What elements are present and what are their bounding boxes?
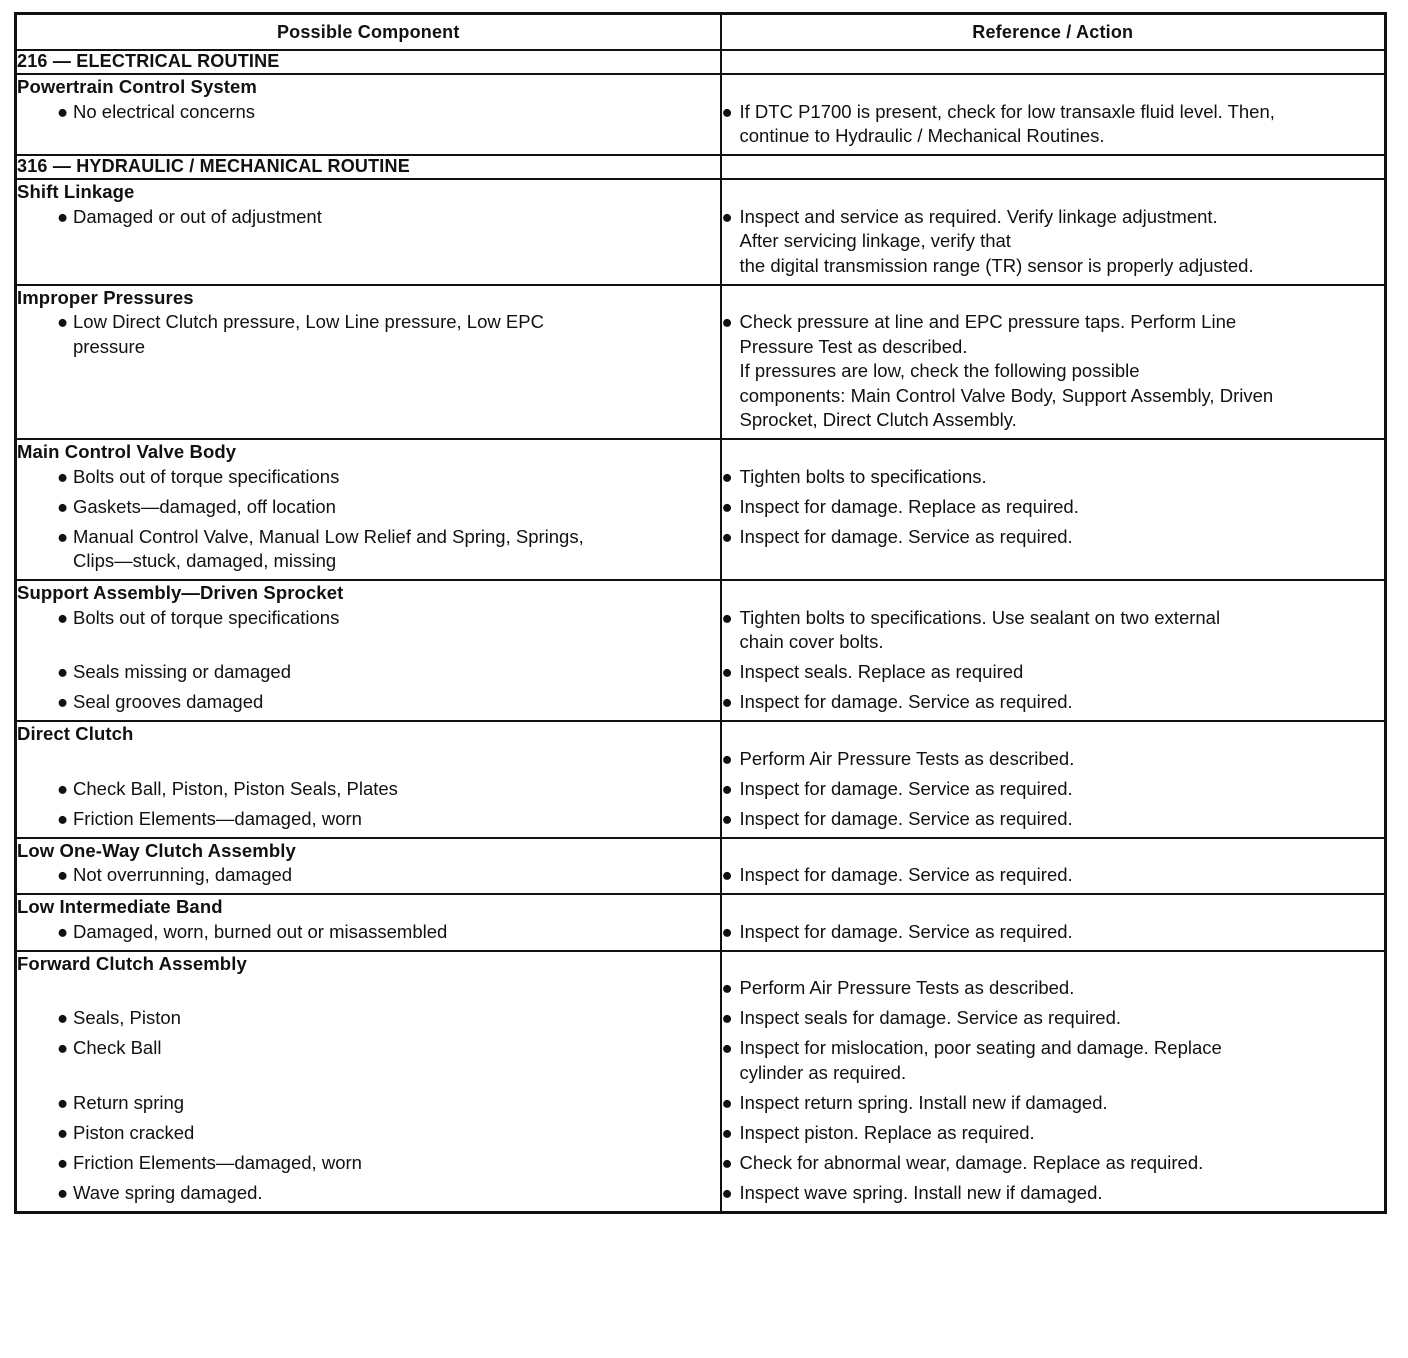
action-item [722,1121,1385,1146]
bullet-icon: ● [721,747,733,769]
bullet-icon: ● [57,311,69,332]
action-spacer [722,549,1385,574]
diagnosis-page [14,12,1384,1214]
component-group-row [16,580,1386,721]
component-cell [16,838,721,895]
action-cell [721,74,1386,155]
action-text: Inspect and service as required. Verify linkage adjustment. [739,205,1218,227]
action-cell [721,721,1386,838]
action-item-wrap [722,777,1385,802]
component-group-title: Shift Linkage [17,181,135,202]
component-group-title: Main Control Valve Body [17,441,237,462]
action-spacer [722,75,1385,100]
bullet-icon: ● [721,977,733,998]
bullet-icon: ● [57,606,69,628]
bullet-icon: ● [57,807,69,829]
action-item [722,310,1385,433]
action-item-wrap [722,495,1385,520]
action-spacer [722,180,1385,205]
table-header-row [16,14,1386,51]
component-item-wrap [17,660,720,685]
action-cell [721,894,1386,951]
component-text: pressure [73,335,145,357]
action-item [722,1036,1385,1085]
action-text: Inspect seals for damage. Service as required. [739,1007,1121,1028]
bullet-icon: ● [57,525,69,547]
action-item-wrap [722,465,1385,490]
component-text: Gaskets—damaged, off location [73,495,336,517]
action-item-wrap [722,1181,1385,1206]
bullet-icon: ● [721,1121,733,1143]
bullet-icon: ● [57,864,69,885]
component-item [17,1181,720,1206]
diagnosis-table [14,12,1387,1214]
action-item-wrap [722,100,1385,149]
component-item-wrap [17,495,720,520]
component-cell [16,580,721,721]
component-text: Seals missing or damaged [73,661,291,682]
action-item [722,1151,1385,1176]
action-item-wrap [722,807,1385,832]
component-item-wrap [17,100,720,149]
component-cell [16,439,721,580]
action-item [722,777,1385,802]
bullet-icon: ● [721,525,733,547]
action-item-wrap [722,690,1385,715]
component-item [17,495,720,520]
component-item [17,205,720,230]
action-text: Tighten bolts to specifications. [739,465,987,487]
component-text: Low Direct Clutch pressure, Low Line pressure, Low EPC [73,311,544,332]
component-item [17,690,720,715]
action-text: components: Main Control Valve Body, Support Assembly, Driven [739,384,1274,406]
action-text: Inspect for damage. Service as required. [739,691,1073,712]
bullet-icon: ● [721,1037,733,1058]
component-item [17,1151,720,1176]
component-group-title: Improper Pressures [17,286,194,308]
action-text: Perform Air Pressure Tests as described. [739,747,1075,769]
component-spacer [17,408,720,433]
action-spacer [722,581,1385,606]
component-text: Seal grooves damaged [73,691,264,712]
component-text: Manual Control Valve, Manual Low Relief and Spring, Springs, [73,525,584,547]
bullet-icon: ● [57,661,69,682]
action-item [722,606,1385,655]
action-cell [721,439,1386,580]
action-text: Inspect piston. Replace as required. [739,1121,1035,1143]
action-item-wrap [722,525,1385,574]
component-text: Damaged or out of adjustment [73,205,322,227]
component-item-wrap [17,205,720,279]
action-item-wrap [722,747,1385,772]
action-item [722,100,1385,149]
bullet-icon: ● [721,100,733,122]
component-item-wrap [17,465,720,490]
routine-action-cell [721,50,1386,74]
action-text: Inspect seals. Replace as required [739,661,1024,682]
bullet-icon: ● [57,1037,69,1058]
component-text: Not overrunning, damaged [73,864,293,885]
action-spacer [722,895,1385,920]
component-item [17,777,720,802]
action-item-wrap [722,1006,1385,1031]
action-text: Inspect for damage. Service as required. [739,807,1073,829]
action-item-wrap [722,205,1385,279]
component-group-title: Support Assembly—Driven Sprocket [17,582,344,603]
component-spacer [17,124,720,149]
component-text: Bolts out of torque specifications [73,465,340,487]
action-item [722,747,1385,772]
action-text: cylinder as required. [739,1061,907,1083]
action-item-wrap [722,1091,1385,1116]
bullet-icon: ● [57,1121,69,1143]
action-item-wrap [722,660,1385,685]
bullet-icon: ● [57,777,69,799]
action-spacer [722,286,1385,311]
component-group-row [16,951,1386,1213]
component-item [17,606,720,631]
component-group-row [16,439,1386,580]
action-item-wrap [722,1121,1385,1146]
component-item [17,1091,720,1116]
component-item [17,1036,720,1061]
component-spacer [17,229,720,254]
component-text: No electrical concerns [73,100,255,122]
action-text: Inspect for damage. Service as required. [739,920,1073,942]
bullet-icon: ● [721,311,733,332]
bullet-icon: ● [57,100,69,122]
component-text: Clips—stuck, damaged, missing [73,550,337,571]
routine-row [16,50,1386,74]
action-text: continue to Hydraulic / Mechanical Routines. [739,125,1105,146]
routine-title: 316 — HYDRAULIC / MECHANICAL ROUTINE [16,155,721,179]
component-cell [16,951,721,1213]
action-item [722,205,1385,279]
component-item [17,525,720,574]
action-cell [721,951,1386,1213]
component-group-title: Low One-Way Clutch Assembly [17,839,296,861]
component-text: Return spring [73,1091,185,1113]
bullet-icon: ● [721,691,733,712]
column-header-action: Reference / Action [721,14,1386,51]
component-item-wrap [17,310,720,433]
bullet-icon: ● [721,465,733,487]
action-text: If pressures are low, check the following possible [739,360,1140,381]
action-text: the digital transmission range (TR) sensor is properly adjusted. [739,254,1254,276]
bullet-icon: ● [721,807,733,829]
routine-action-cell [721,155,1386,179]
component-item [17,863,720,888]
component-cell [16,74,721,155]
component-item-wrap [17,1006,720,1031]
component-item [17,310,720,359]
component-cell [16,179,721,285]
component-spacer [17,630,720,655]
action-item [722,495,1385,520]
action-item [722,920,1385,945]
bullet-icon: ● [57,691,69,712]
component-item-wrap [17,525,720,574]
component-text: Bolts out of torque specifications [73,606,340,628]
bullet-icon: ● [57,920,69,942]
action-text: chain cover bolts. [739,631,884,652]
action-text: If DTC P1700 is present, check for low transaxle fluid level. Then, [739,100,1275,122]
action-text: Inspect wave spring. Install new if damaged. [739,1181,1103,1203]
action-item [722,465,1385,490]
component-item-wrap [17,920,720,945]
component-cell [16,721,721,838]
action-text: Inspect for damage. Service as required. [739,777,1073,799]
action-cell [721,838,1386,895]
action-item [722,525,1385,550]
component-group-row [16,179,1386,285]
component-item-wrap [17,863,720,888]
action-text: Inspect for mislocation, poor seating and damage. Replace [739,1037,1222,1058]
bullet-icon: ● [721,1151,733,1173]
action-cell [721,285,1386,440]
component-item [17,660,720,685]
component-group-row [16,74,1386,155]
action-item [722,660,1385,685]
component-text: Seals, Piston [73,1007,181,1028]
bullet-icon: ● [721,495,733,517]
component-group-row [16,894,1386,951]
component-item [17,100,720,125]
component-text: Wave spring damaged. [73,1181,263,1203]
action-spacer [722,952,1385,977]
component-text: Friction Elements—damaged, worn [73,807,362,829]
bullet-icon: ● [721,606,733,628]
component-item-wrap [17,976,720,1001]
component-text: Check Ball, Piston, Piston Seals, Plates [73,777,398,799]
action-item [722,690,1385,715]
action-text: Pressure Test as described. [739,335,968,357]
action-text: Check for abnormal wear, damage. Replace as required. [739,1151,1204,1173]
action-item [722,1091,1385,1116]
component-item-wrap [17,807,720,832]
action-item-wrap [722,1151,1385,1176]
column-header-component: Possible Component [16,14,721,51]
bullet-icon: ● [721,920,733,942]
bullet-icon: ● [57,1007,69,1028]
bullet-icon: ● [721,1007,733,1028]
component-item-wrap [17,777,720,802]
component-group-row [16,285,1386,440]
action-item [722,1181,1385,1206]
bullet-icon: ● [57,1091,69,1113]
action-item-wrap [722,863,1385,888]
action-text: Inspect return spring. Install new if damaged. [739,1091,1108,1113]
component-spacer [17,976,720,1001]
component-text: Piston cracked [73,1121,195,1143]
action-item-wrap [722,606,1385,655]
action-item-wrap [722,1036,1385,1085]
component-item-wrap [17,1151,720,1176]
component-item-wrap [17,1181,720,1206]
component-group-title: Direct Clutch [17,723,134,744]
bullet-icon: ● [721,205,733,227]
component-spacer [17,1061,720,1086]
action-text: Inspect for damage. Service as required. [739,525,1073,547]
component-text: Check Ball [73,1037,162,1058]
action-item-wrap [722,920,1385,945]
action-spacer [722,440,1385,465]
component-item-wrap [17,1121,720,1146]
component-item-wrap [17,1091,720,1116]
component-item-wrap [17,1036,720,1085]
component-spacer [17,254,720,279]
bullet-icon: ● [57,495,69,517]
component-spacer [17,359,720,384]
bullet-icon: ● [57,1151,69,1173]
action-spacer [722,839,1385,864]
component-spacer [17,747,720,772]
action-spacer [722,722,1385,747]
bullet-icon: ● [57,205,69,227]
component-item-wrap [17,606,720,655]
component-text: Friction Elements—damaged, worn [73,1151,362,1173]
action-item [722,1006,1385,1031]
bullet-icon: ● [57,1181,69,1203]
bullet-icon: ● [721,864,733,885]
action-text: After servicing linkage, verify that [739,230,1011,251]
action-cell [721,580,1386,721]
bullet-icon: ● [721,1091,733,1113]
component-cell [16,894,721,951]
routine-title: 216 — ELECTRICAL ROUTINE [16,50,721,74]
component-group-title: Low Intermediate Band [17,896,223,917]
action-cell [721,179,1386,285]
routine-row [16,155,1386,179]
component-group-row [16,721,1386,838]
bullet-icon: ● [721,1181,733,1203]
action-text: Perform Air Pressure Tests as described. [739,977,1075,998]
component-item [17,1121,720,1146]
action-item-wrap [722,310,1385,433]
action-text: Inspect for damage. Service as required. [739,864,1073,885]
bullet-icon: ● [721,777,733,799]
action-text: Sprocket, Direct Clutch Assembly. [739,409,1017,430]
table-body [16,50,1386,1212]
bullet-icon: ● [57,465,69,487]
component-group-title: Powertrain Control System [17,76,257,97]
action-item [722,976,1385,1001]
bullet-icon: ● [721,661,733,682]
action-item-wrap [722,976,1385,1001]
component-item-wrap [17,690,720,715]
component-group-row [16,838,1386,895]
component-item [17,920,720,945]
component-item [17,1006,720,1031]
action-item [722,807,1385,832]
component-spacer [17,384,720,409]
component-item-wrap [17,747,720,772]
component-group-title: Forward Clutch Assembly [17,952,247,974]
component-text: Damaged, worn, burned out or misassembled [73,920,448,942]
action-text: Tighten bolts to specifications. Use sealant on two external [739,606,1221,628]
component-cell [16,285,721,440]
component-item [17,807,720,832]
action-item [722,863,1385,888]
action-text: Check pressure at line and EPC pressure taps. Perform Line [739,311,1237,332]
action-text: Inspect for damage. Replace as required. [739,495,1079,517]
component-item [17,465,720,490]
